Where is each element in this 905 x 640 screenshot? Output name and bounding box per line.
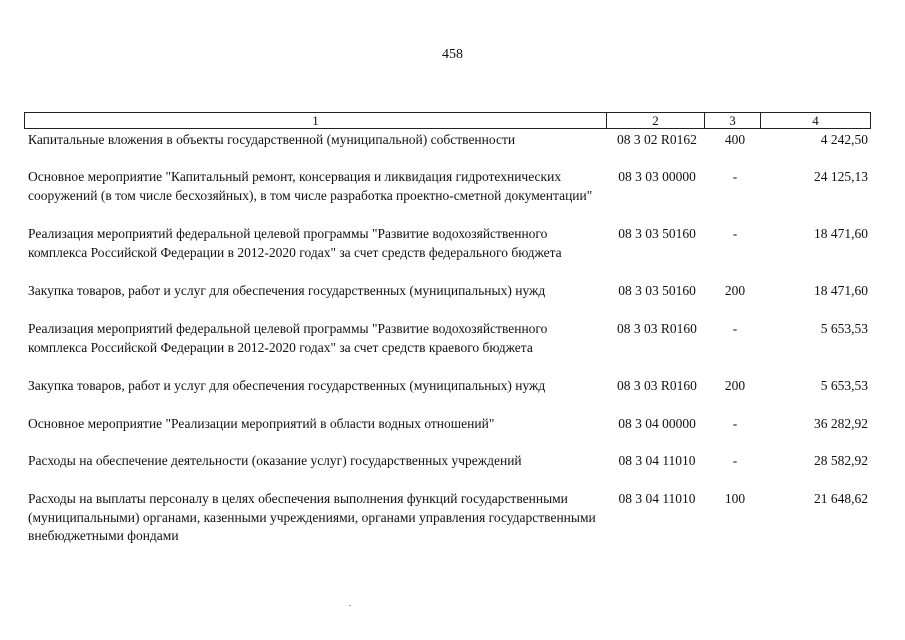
row-name: Закупка товаров, работ и услуг для обеспечения государственных (муниципальных) нужд: [28, 283, 546, 298]
row-type: -: [732, 169, 738, 184]
table-row: [24, 168, 870, 225]
page-number: 458: [442, 47, 463, 62]
row-type: -: [732, 416, 738, 431]
row-code: 08 3 04 11010: [618, 491, 696, 506]
row-code: 08 3 04 00000: [618, 416, 696, 431]
row-amount: 5 653,53: [820, 321, 868, 336]
row-amount: 36 282,92: [814, 416, 868, 431]
table-row: [24, 377, 870, 415]
column-header-1: 1: [25, 113, 607, 129]
table-row: [24, 320, 870, 377]
row-code: 08 3 03 R0160: [617, 321, 697, 336]
table-row: [24, 490, 870, 550]
row-name: Реализация мероприятий федеральной целевой программы "Развитие водохозяйственного комплекса Российской Федерации в 2012-2020 годах" за счет средств федерального бюджета: [28, 226, 562, 260]
row-code: 08 3 03 R0160: [617, 378, 697, 393]
table-row: [24, 282, 870, 320]
row-name: Капитальные вложения в объекты государственной (муниципальной) собственности: [28, 132, 516, 147]
row-code: 08 3 02 R0162: [617, 132, 697, 147]
column-header-2: 2: [607, 113, 705, 129]
row-type: 400: [724, 132, 746, 147]
row-code: 08 3 03 00000: [618, 169, 696, 184]
row-name: Закупка товаров, работ и услуг для обеспечения государственных (муниципальных) нужд: [28, 378, 546, 393]
table-row: [24, 452, 870, 490]
row-amount: 5 653,53: [820, 378, 868, 393]
row-code: 08 3 03 50160: [618, 226, 696, 241]
row-amount: 24 125,13: [814, 169, 868, 184]
row-name: Основное мероприятие "Реализации мероприятий в области водных отношений": [28, 416, 495, 431]
row-type: -: [732, 321, 738, 336]
budget-rows: [24, 131, 870, 550]
column-header-3: 3: [705, 113, 761, 129]
row-amount: 18 471,60: [814, 283, 868, 298]
table-row: [24, 225, 870, 282]
row-type: 200: [724, 283, 746, 298]
table-row: [24, 415, 870, 452]
row-type: 200: [724, 378, 746, 393]
row-name: Реализация мероприятий федеральной целевой программы "Развитие водохозяйственного комплекса Российской Федерации в 2012-2020 годах" за счет средств краевого бюджета: [28, 321, 548, 355]
table-row: [24, 131, 870, 168]
row-type: -: [732, 226, 738, 241]
row-amount: 21 648,62: [814, 491, 868, 506]
row-type: -: [732, 453, 738, 468]
column-header-table: [24, 112, 871, 129]
row-name: Основное мероприятие "Капитальный ремонт, консервация и ликвидация гидротехнических сооружений (в том числе бесхозяйных), в том числе разработка проектно-сметной документации": [28, 169, 593, 203]
row-code: 08 3 04 11010: [618, 453, 696, 468]
row-amount: 18 471,60: [814, 226, 868, 241]
row-amount: 28 582,92: [814, 453, 868, 468]
row-amount: 4 242,50: [820, 132, 868, 147]
row-name: Расходы на выплаты персоналу в целях обеспечения выполнения функций государственными (муниципальными) органами, казенными учреждениями, органами управления государственными внебюджетными фондами: [28, 491, 596, 544]
row-code: 08 3 03 50160: [618, 283, 696, 298]
column-header-row: [25, 113, 871, 129]
column-header-4: 4: [761, 113, 871, 129]
row-name: Расходы на обеспечение деятельности (оказание услуг) государственных учреждений: [28, 453, 522, 468]
scan-speck: [349, 605, 351, 606]
row-type: 100: [724, 491, 746, 506]
